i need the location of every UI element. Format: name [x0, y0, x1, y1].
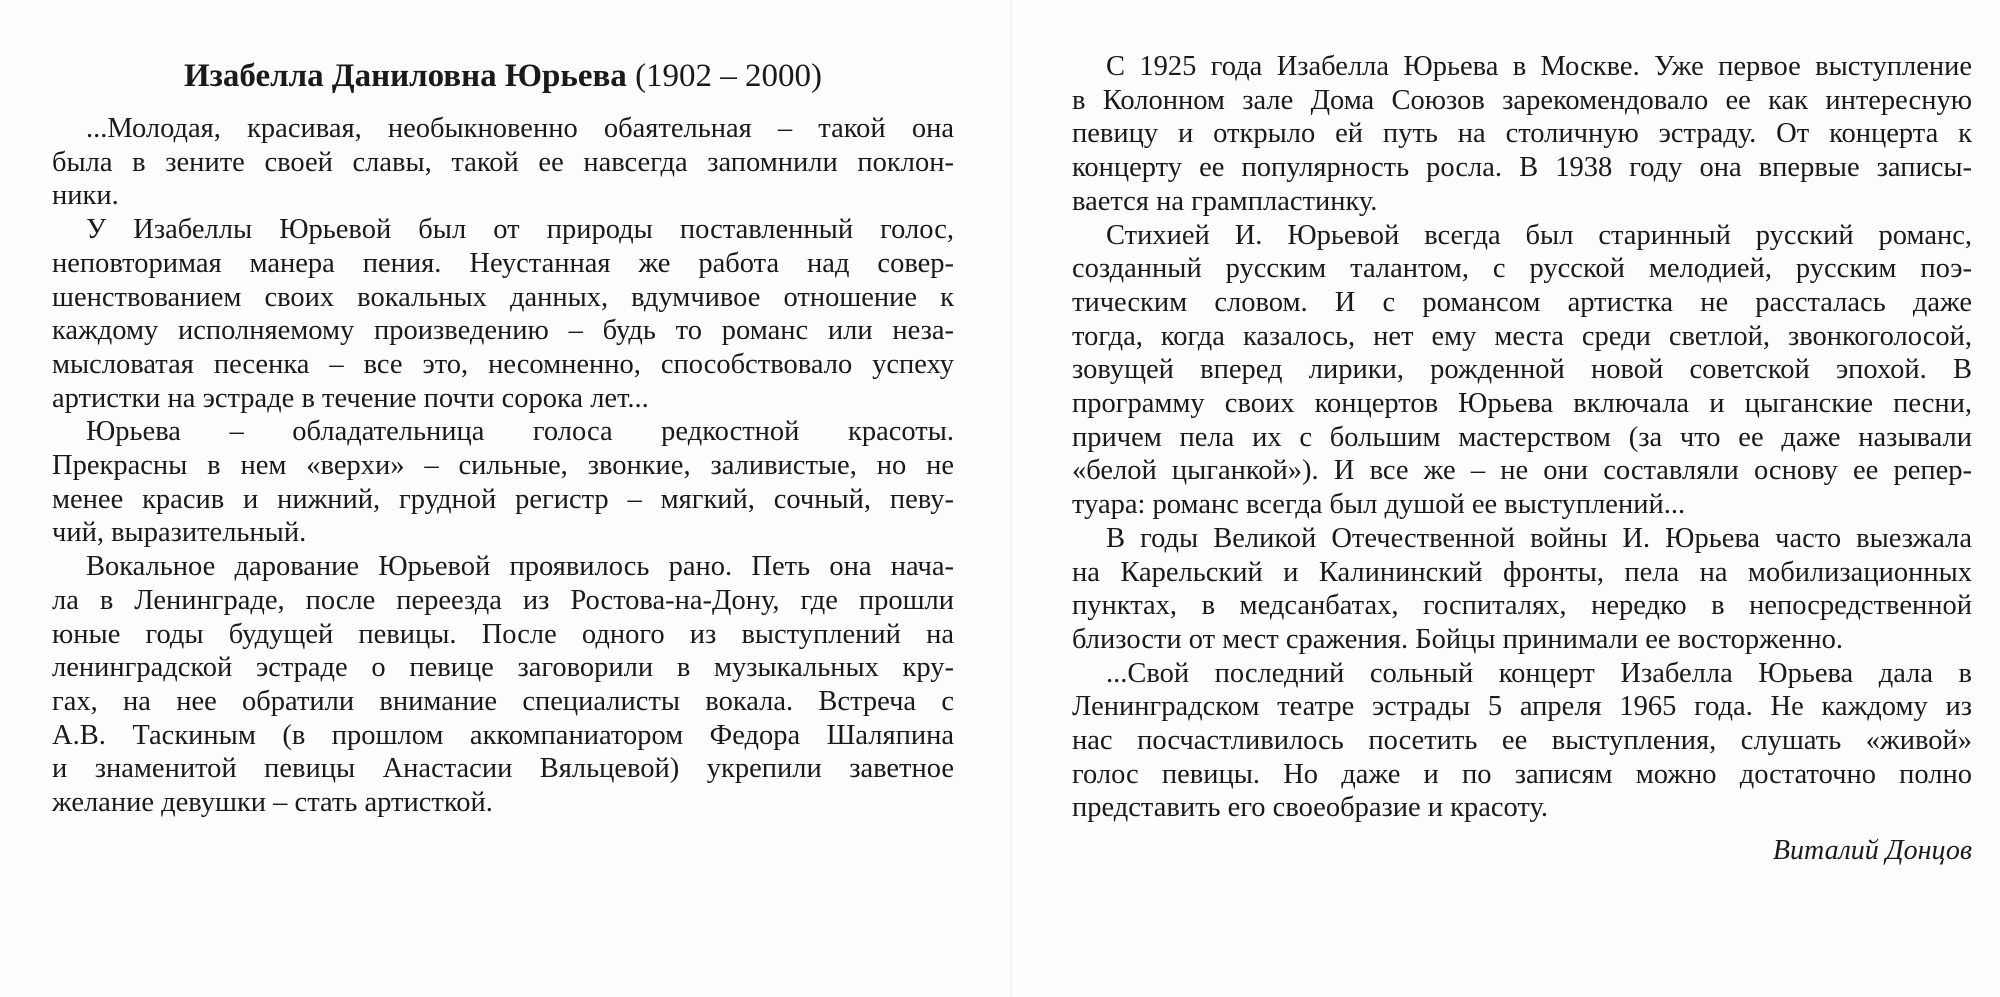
left-body-text — [52, 112, 954, 820]
text-line: представить его своеобразие и красоту. — [1072, 792, 1549, 824]
text-line: нас посчастливилось посетить ее выступления, слушать «живой» — [1072, 725, 1972, 757]
text-line: вается на грампластинку. — [1072, 185, 1378, 217]
text-line: тическим словом. И с романсом артистка не рассталась даже — [1072, 286, 1972, 318]
text-line: причем пела их с большим мастерством (за что ее даже называли — [1072, 421, 1972, 453]
left-page — [52, 0, 954, 997]
text-line: С 1925 года Изабелла Юрьева в Москве. Уже первое выступление — [1106, 51, 1972, 82]
right-page — [1072, 0, 1972, 997]
text-line: мысловатая песенка – все это, несомненно, способствовало успеху — [52, 348, 954, 380]
text-line: концерту ее популярность росла. В 1938 году она впервые записы- — [1072, 152, 1972, 184]
text-line: Стихией И. Юрьевой всегда был старинный русский романс, — [1106, 219, 1972, 251]
text-line: шенствованием своих вокальных данных, вдумчивое отношение к — [52, 281, 954, 313]
text-line: в Колонном зале Дома Союзов зарекомендовало ее как интересную — [1072, 84, 1972, 116]
text-line: Прекрасны в нем «верхи» – сильные, звонкие, заливистые, но не — [52, 450, 954, 482]
text-line: желание девушки – стать артисткой. — [52, 787, 493, 819]
text-line: Вокальное дарование Юрьевой проявилось рано. Петь она нача- — [86, 551, 954, 583]
text-line: созданный русским талантом, с русской мелодией, русским поэ- — [1072, 253, 1972, 285]
title-name: Изабелла Даниловна Юрьева — [183, 58, 627, 94]
text-line: ники. — [52, 180, 119, 212]
text-line: туара: романс всегда был душой ее выступлений... — [1072, 489, 1686, 521]
text-line: ...Свой последний сольный концерт Изабелла Юрьева дала в — [1106, 657, 1972, 689]
text-line: чий, выразительный. — [52, 517, 307, 549]
text-line: близости от мест сражения. Бойцы принимали ее восторженно. — [1072, 623, 1843, 655]
page-fold — [1010, 0, 1012, 997]
text-line: Ленинградском театре эстрады 5 апреля 1965 года. Не каждому из — [1072, 691, 1972, 723]
text-line: ла в Ленинграде, после переезда из Ростова-на-Дону, где прошли — [52, 584, 954, 616]
text-line: зовущей вперед лирики, рожденной новой советской эпохой. В — [1072, 354, 1972, 386]
text-line: певицу и открыло ей путь на столичную эстраду. От концерта к — [1072, 118, 1972, 150]
text-line: была в зените своей славы, такой ее навсегда запомнили поклон- — [52, 146, 954, 178]
text-line: каждому исполняемому произведению – будь то романс или неза- — [52, 315, 954, 347]
text-line: голос певицы. Но даже и по записям можно достаточно полно — [1072, 758, 1972, 790]
text-line: тогда, когда казалось, нет ему места среди светлой, звонкоголосой, — [1072, 320, 1972, 352]
page-title — [52, 52, 954, 100]
text-line: гах, на нее обратили внимание специалисты вокала. Встреча с — [52, 685, 954, 717]
text-line: «белой цыганкой»). И все же – не они составляли основу ее репер- — [1072, 455, 1972, 487]
right-body-text — [1072, 50, 1972, 825]
text-line: ленинградской эстраде о певице заговорили в музыкальных кру- — [52, 652, 954, 684]
text-line: программу своих концертов Юрьева включала и цыганские песни, — [1072, 388, 1972, 420]
text-line: на Карельский и Калининский фронты, пела на мобилизационных — [1072, 556, 1972, 588]
text-line: пунктах, в медсанбатах, госпиталях, нередко в непосредственной — [1072, 590, 1972, 622]
text-line: В годы Великой Отечественной войны И. Юрьева часто выезжала — [1106, 522, 1972, 554]
title-years: (1902 – 2000) — [635, 58, 823, 94]
author-signature: Виталий Донцов — [1772, 835, 1972, 867]
text-line: А.В. Таскиным (в прошлом аккомпаниатором Федора Шаляпина — [52, 719, 954, 751]
text-line: менее красив и нижний, грудной регистр – мягкий, сочный, певу- — [52, 483, 954, 515]
text-line: ...Молодая, красивая, необыкновенно обаятельная – такой она — [86, 113, 954, 144]
text-line: артистки на эстраде в течение почти сорока лет... — [52, 382, 649, 414]
text-line: Юрьева – обладательница голоса редкостной красоты. — [86, 416, 954, 448]
text-line: неповторимая манера пения. Неустанная же работа над совер- — [52, 247, 954, 279]
text-line: У Изабеллы Юрьевой был от природы поставленный голос, — [86, 214, 954, 246]
text-line: и знаменитой певицы Анастасии Вяльцевой) укрепили заветное — [52, 753, 954, 785]
text-line: юные годы будущей певицы. После одного из выступлений на — [52, 618, 954, 650]
